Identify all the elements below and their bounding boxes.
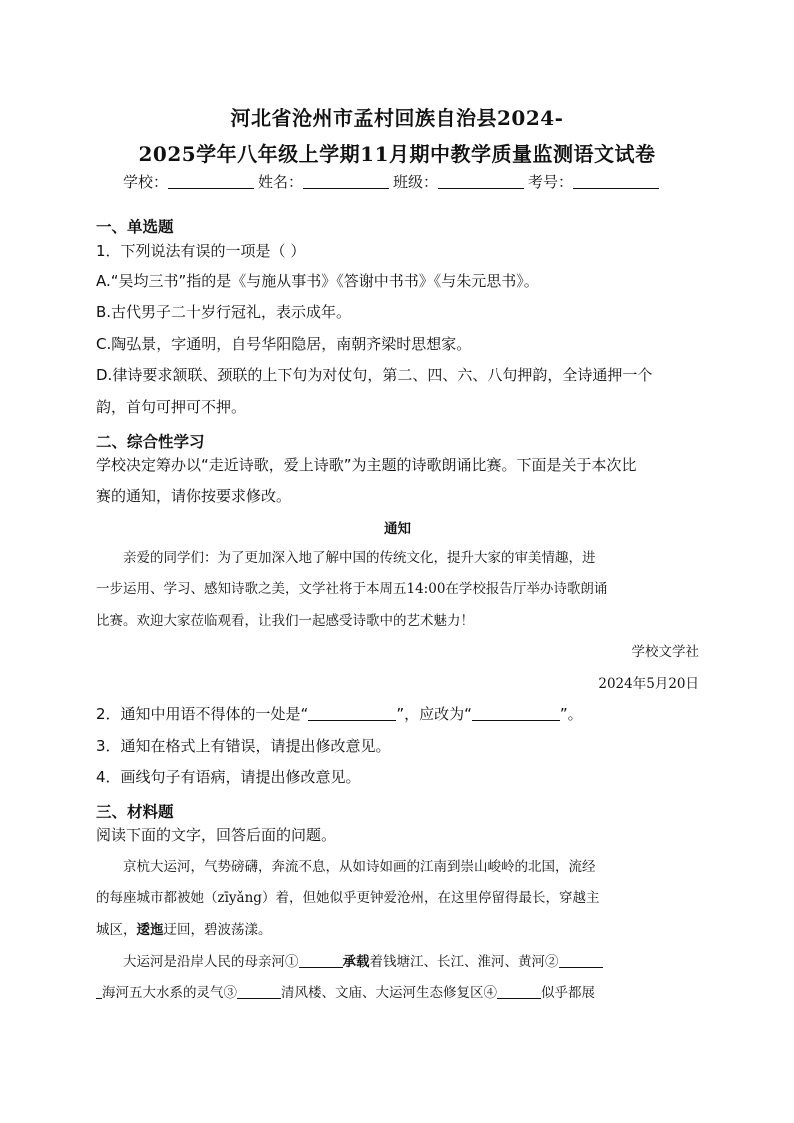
fill-blank-4[interactable] bbox=[497, 985, 541, 999]
question-2-part-c: ”。 bbox=[559, 705, 583, 723]
section1-heading: 一、单选题 bbox=[96, 218, 174, 236]
option-a: A.“吴均三书”指的是《与施从事书》《答谢中书书》《与朱元思书》。 bbox=[96, 272, 539, 290]
question-1: 1．下列说法有误的一项是（ ） bbox=[96, 242, 306, 260]
passage-text: 清风楼、文庙、大运河生态修复区④ bbox=[281, 985, 497, 1001]
exam-no-label: 考号： bbox=[528, 173, 574, 191]
answer-blank-2[interactable] bbox=[472, 706, 560, 721]
notice-line-3: 比赛。欢迎大家莅临观看，让我们一起感受诗歌中的艺术魅力！ bbox=[96, 613, 474, 629]
option-b: B.古代男子二十岁行冠礼，表示成年。 bbox=[96, 303, 352, 321]
question-2 bbox=[96, 703, 583, 724]
class-label: 班级： bbox=[393, 173, 439, 191]
passage-text: 迂回，碧波荡漾。 bbox=[163, 922, 272, 938]
passage-bold-word: 承载 bbox=[342, 954, 370, 970]
section3-heading: 三、材料题 bbox=[96, 803, 174, 821]
question-3: 3．通知在格式上有错误，请提出修改意见。 bbox=[96, 737, 391, 755]
notice-title: 通知 bbox=[384, 521, 411, 537]
passage-text: 海河五大水系的灵气③ bbox=[102, 985, 237, 1001]
notice-line-2: 一步运用、学习、感知诗歌之美，文学社将于本周五14:00在学校报告厅举办诗歌朗诵 bbox=[96, 581, 608, 597]
option-d-cont: 韵，首句可押可不押。 bbox=[96, 398, 247, 416]
section3-intro: 阅读下面的文字，回答后面的问题。 bbox=[96, 826, 337, 844]
answer-blank-1[interactable] bbox=[308, 706, 396, 721]
fill-blank-1[interactable] bbox=[299, 954, 343, 968]
passage-line-3 bbox=[96, 918, 699, 938]
option-d: D.律诗要求颔联、颈联的上下句为对仗句，第二、四、六、八句押韵，全诗通押一个 bbox=[96, 366, 653, 384]
question-2-part-b: ”，应改为“ bbox=[396, 705, 472, 723]
class-field[interactable] bbox=[438, 174, 524, 189]
passage-line-4 bbox=[96, 950, 699, 970]
passage-text: 大运河是沿岸人民的母亲河① bbox=[123, 954, 299, 970]
fill-blank-2[interactable] bbox=[559, 954, 603, 968]
passage-line-5 bbox=[96, 981, 699, 1001]
section2-heading: 二、综合性学习 bbox=[96, 433, 205, 451]
section2-intro-2: 赛的通知，请你按要求修改。 bbox=[96, 487, 292, 505]
title-line-2: 2025学年八年级上学期11月期中教学质量监测语文试卷 bbox=[138, 142, 656, 166]
option-c: C.陶弘景，字通明，自号华阳隐居，南朝齐梁时思想家。 bbox=[96, 335, 472, 353]
passage-text: 城区， bbox=[96, 922, 137, 938]
notice-signature: 学校文学社 bbox=[631, 644, 699, 660]
notice-date: 2024年5月20日 bbox=[598, 676, 699, 692]
name-field[interactable] bbox=[303, 174, 389, 189]
fill-blank-3[interactable] bbox=[237, 985, 281, 999]
name-label: 姓名： bbox=[258, 173, 304, 191]
school-field[interactable] bbox=[168, 174, 254, 189]
passage-line-1: 京杭大运河，气势磅礴，奔流不息，从如诗如画的江南到崇山峻岭的北国，流经 bbox=[123, 859, 596, 875]
passage-bold-word: 逶迤 bbox=[136, 922, 164, 938]
question-2-part-a: 2．通知中用语不得体的一处是“ bbox=[96, 705, 309, 723]
school-label: 学校： bbox=[123, 173, 169, 191]
question-4: 4．画线句子有语病，请提出修改意见。 bbox=[96, 768, 361, 786]
exam-no-field[interactable] bbox=[573, 174, 659, 189]
passage-line-2: 的每座城市都被她（zīyǎng）着，但她似乎更钟爱沧州，在这里停留得最长，穿越主 bbox=[96, 890, 600, 906]
section2-intro-1: 学校决定筹办以“走近诗歌，爱上诗歌”为主题的诗歌朗诵比赛。下面是关于本次比 bbox=[96, 456, 637, 474]
passage-text: 着钱塘江、长江、淮河、黄河② bbox=[369, 954, 559, 970]
student-info-row bbox=[123, 171, 663, 192]
title-line-1: 河北省沧州市孟村回族自治县2024- bbox=[230, 106, 564, 130]
notice-line-1: 亲爱的同学们：为了更加深入地了解中国的传统文化，提升大家的审美情趣，进 bbox=[123, 550, 596, 566]
passage-text: 似乎都展 bbox=[541, 985, 595, 1001]
